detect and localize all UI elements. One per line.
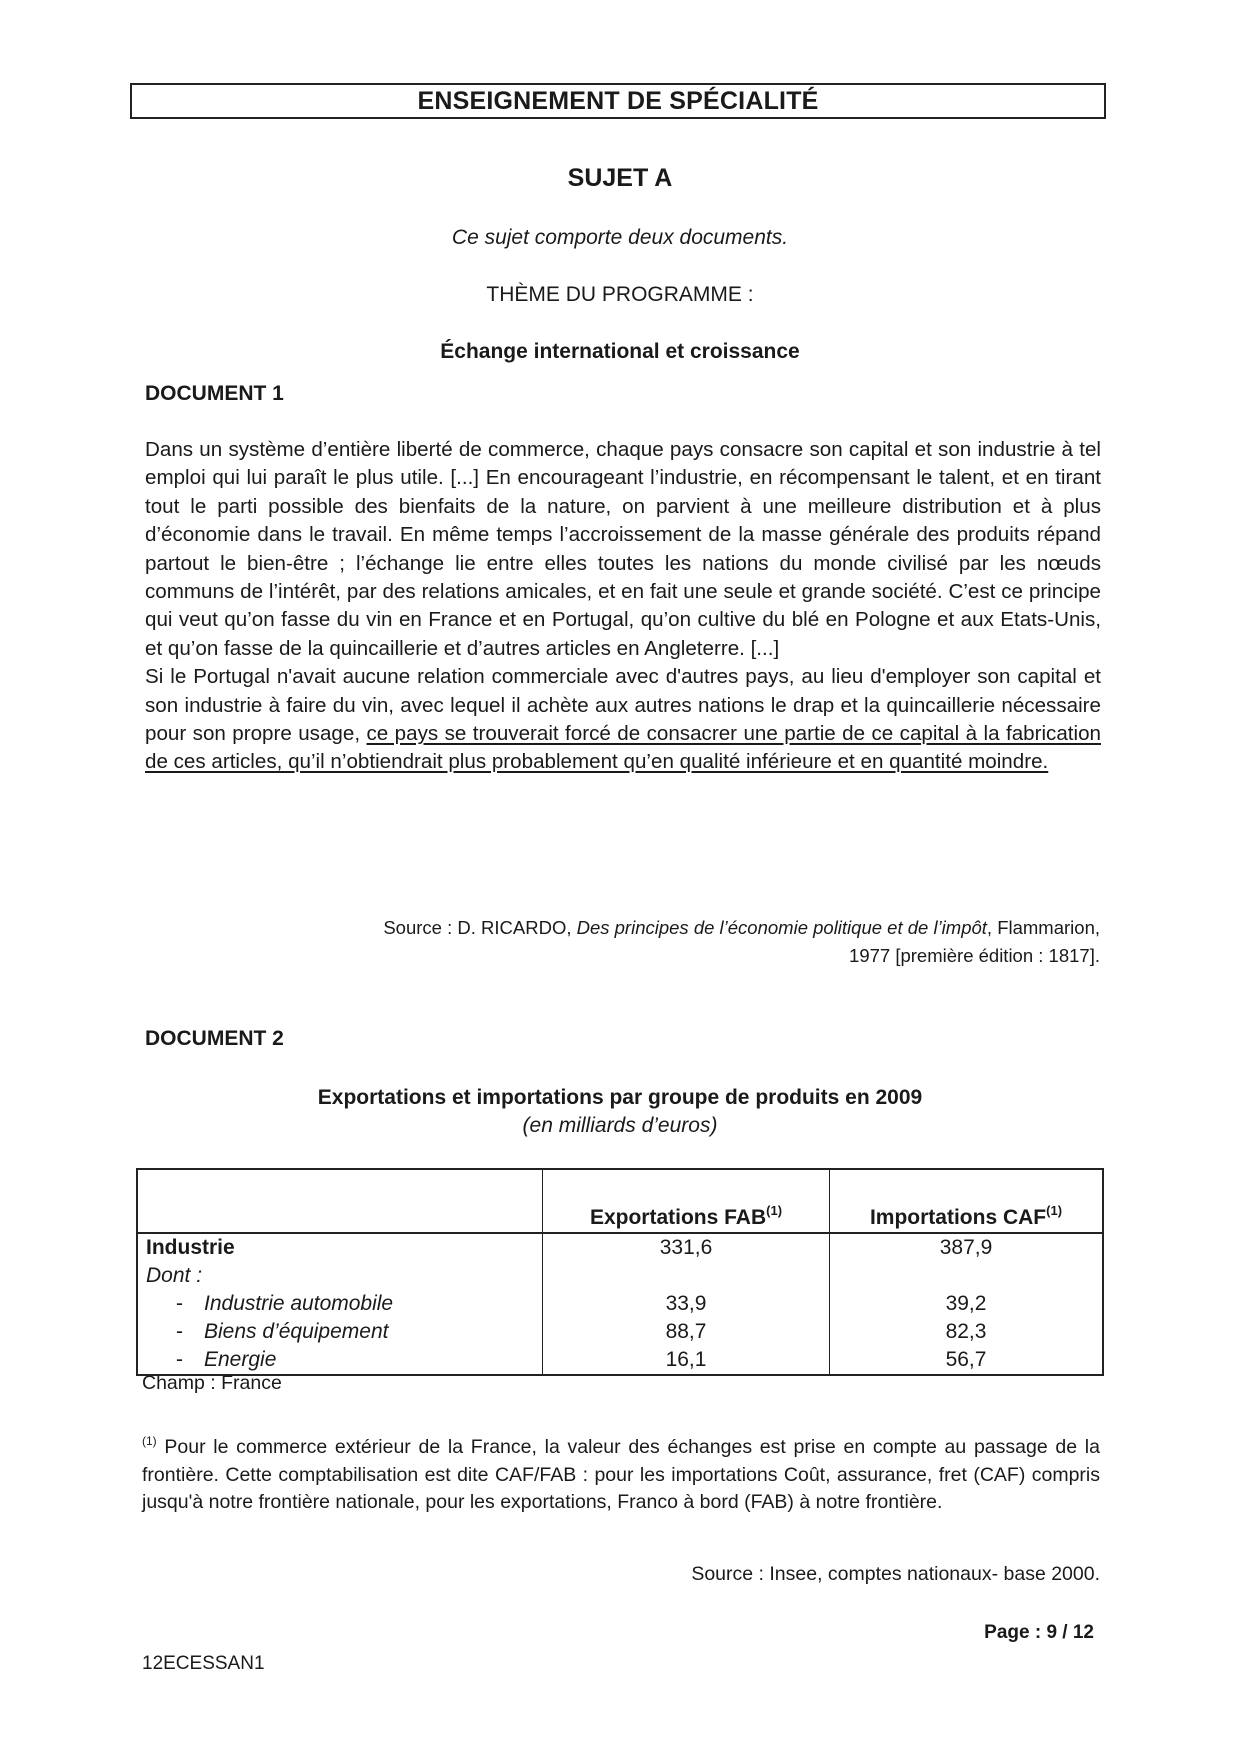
subject-title: SUJET A	[567, 164, 673, 192]
exports-header-label: Exportations FAB	[589, 1206, 767, 1229]
document2-source: Source : Insee, comptes nationaux- base 2000.	[691, 1563, 1100, 1585]
table-row	[137, 1233, 1103, 1262]
section-header-title: ENSEIGNEMENT DE SPÉCIALITÉ	[417, 86, 819, 115]
table-title: Exportations et importations par groupe de produits en 2009	[317, 1086, 923, 1109]
row-label-cell	[137, 1290, 543, 1318]
source-publisher: , Flammarion,	[986, 917, 1100, 938]
imports-value: 82,3	[945, 1320, 987, 1343]
footnote-ref: (1)	[766, 1203, 783, 1218]
source-book-title: Des principes de l’économie politique et de l’impôt	[576, 917, 987, 938]
table-scope: Champ : France	[142, 1372, 282, 1394]
imports-value: 56,7	[945, 1348, 987, 1371]
list-dash: -	[176, 1320, 183, 1343]
exports-value: 33,9	[543, 1290, 830, 1318]
exam-code: 12ECESSAN1	[142, 1653, 265, 1674]
exports-value: 16,1	[543, 1346, 830, 1375]
imports-header-label: Importations CAF	[869, 1206, 1047, 1229]
table-subtitle: (en milliards d’euros)	[522, 1114, 718, 1137]
list-dash: -	[176, 1292, 183, 1315]
row-label: Industrie	[137, 1233, 543, 1262]
table-header-empty	[137, 1169, 543, 1233]
page-number: Page : 9 / 12	[984, 1622, 1094, 1643]
imports-value	[830, 1262, 1104, 1290]
footnote-text: Pour le commerce extérieur de la France, la valeur des échanges est prise en compte au passage de la frontière. Cette comptabilisation est dite CAF/FAB : pour les importations Coût, assurance, fret (CAF) compris jusqu'à notre frontière nationale, pour les exportations, Franco à bord (FAB) à notre frontière.	[142, 1436, 1100, 1513]
row-label: Dont :	[137, 1262, 543, 1290]
theme-label: THÈME DU PROGRAMME :	[486, 283, 754, 306]
document1-paragraph-2	[145, 663, 1101, 777]
row-label: Energie	[204, 1348, 277, 1371]
document1-heading: DOCUMENT 1	[145, 382, 284, 405]
imports-value: 39,2	[945, 1292, 987, 1315]
table-row	[137, 1262, 1103, 1290]
document1-source-line1	[383, 914, 1100, 942]
document1-source-line2: 1977 [première édition : 1817].	[849, 945, 1100, 966]
list-dash: -	[176, 1348, 183, 1371]
footnote	[142, 1428, 1100, 1517]
document1-text	[145, 436, 1101, 777]
table-row	[137, 1290, 1103, 1318]
table-header-imports	[830, 1169, 1104, 1233]
row-label-cell	[137, 1346, 543, 1375]
theme-title: Échange international et croissance	[440, 340, 800, 363]
exports-value	[543, 1262, 830, 1290]
footnote-ref: (1)	[1046, 1203, 1063, 1218]
table-row	[137, 1346, 1103, 1375]
document1-underlined-passage: ce pays se trouverait forcé de consacrer une partie de ce capital à la fabrication de ces articles, qu’il n’obtiendrait plus probablement qu’en qualité inférieure et en quantité moindre.	[145, 722, 1101, 774]
table-row	[137, 1318, 1103, 1346]
document1-source	[383, 914, 1100, 970]
table-header-row	[137, 1169, 1103, 1233]
source-prefix: Source : D. RICARDO,	[383, 917, 577, 938]
exports-value: 331,6	[543, 1233, 830, 1262]
subject-note: Ce sujet comporte deux documents.	[451, 226, 789, 249]
row-label-cell	[137, 1318, 543, 1346]
row-label: Industrie automobile	[204, 1292, 394, 1315]
section-header-box	[130, 83, 1106, 119]
exports-value: 88,7	[543, 1318, 830, 1346]
footnote-marker: (1)	[142, 1434, 157, 1448]
document2-heading: DOCUMENT 2	[145, 1027, 284, 1050]
imports-value: 387,9	[939, 1236, 993, 1259]
trade-table	[136, 1168, 1104, 1376]
document1-paragraph-1: Dans un système d’entière liberté de commerce, chaque pays consacre son capital et son industrie à tel emploi qui lui paraît le plus utile. [...] En encourageant l’industrie, en récompensant le talent, et en tirant tout le parti possible des bienfaits de la nature, on parvient à une meilleure distribution et à plus d’économie dans le travail. En même temps l’accroissement de la masse générale des produits répand partout le bien-être ; l’échange lie entre elles toutes les nations du monde civilisé par les nœuds communs de l’intérêt, par des relations amicales, et en fait une seule et grande société. C’est ce principe qui veut qu’on fasse du vin en France et en Portugal, qu’on cultive du blé en Pologne et aux Etats-Unis, et qu’on fasse de la quincaillerie et d’autres articles en Angleterre. [...]	[145, 438, 1101, 660]
row-label: Biens d’équipement	[204, 1320, 389, 1343]
table-header-exports	[543, 1169, 830, 1233]
document1-paragraph-2-plain: Si le Portugal n'avait aucune relation commerciale avec d'autres pays, au lieu d'employer son capital et son industrie à faire du vin, avec lequel il achète aux autres nations le drap et la quincaillerie nécessaire pour son propre usage,	[145, 665, 1101, 746]
